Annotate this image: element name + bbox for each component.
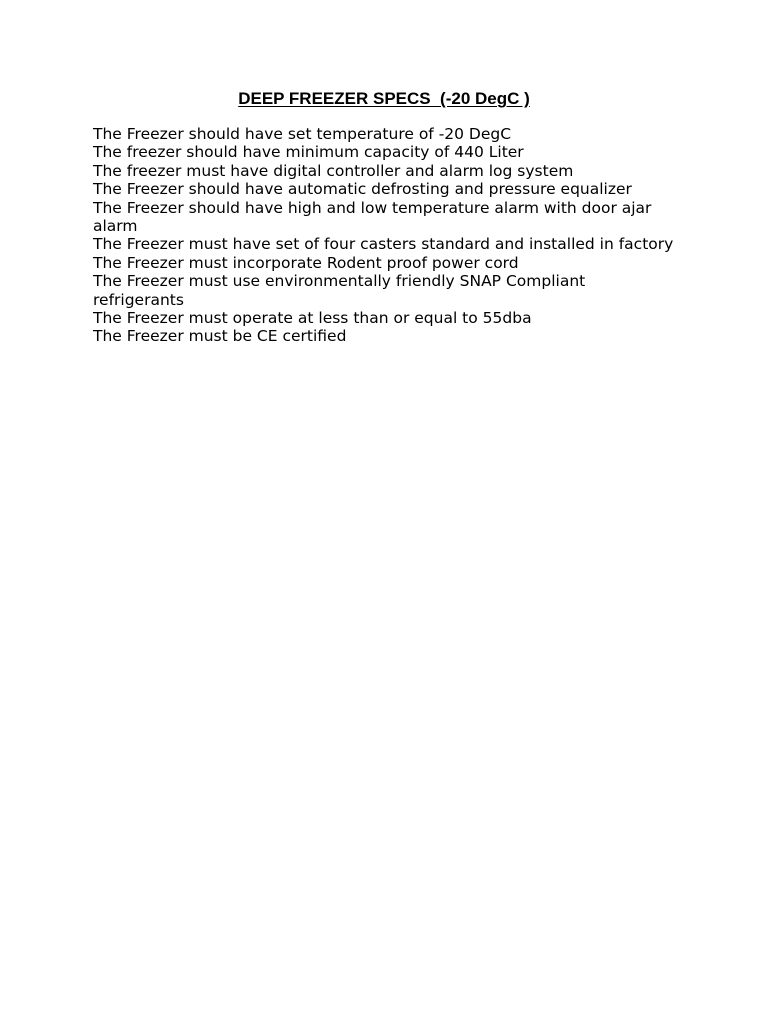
spec-item: The Freezer must operate at less than or equal to 55dba xyxy=(93,309,532,328)
spec-item: The Freezer should have automatic defrosting and pressure equalizer xyxy=(93,180,632,199)
spec-item: The Freezer must have set of four casters standard and installed in factory xyxy=(93,235,674,254)
spec-item: The Freezer should have set temperature of -20 DegC xyxy=(93,125,512,143)
spec-item: The Freezer should have high and low temperature alarm with door ajar alarm xyxy=(93,198,652,236)
spec-list xyxy=(93,125,678,346)
document-title-text: DEEP FREEZER SPECS (-20 DegC ) xyxy=(238,89,530,108)
spec-item: The Freezer must incorporate Rodent proof power cord xyxy=(93,253,519,272)
document-title xyxy=(0,88,768,110)
spec-item: The Freezer must be CE certified xyxy=(93,327,347,346)
spec-item: The Freezer must use environmentally friendly SNAP Compliant refrigerants xyxy=(93,272,586,309)
spec-item: The freezer must have digital controller and alarm log system xyxy=(93,161,574,180)
spec-item: The freezer should have minimum capacity of 440 Liter xyxy=(93,143,524,162)
